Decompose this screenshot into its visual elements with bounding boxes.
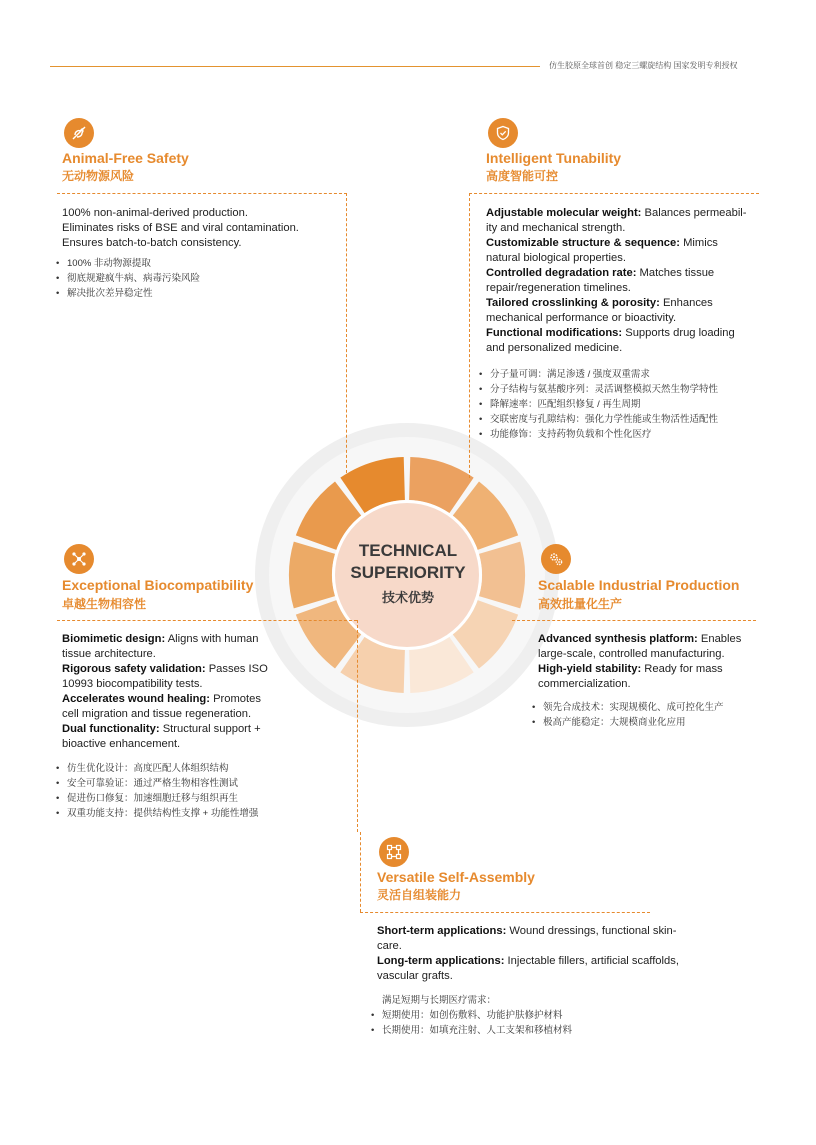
animal-free-bullets (55, 256, 200, 301)
center-title-line1: TECHNICAL (358, 541, 458, 560)
tunability-title: Intelligent Tunability (486, 150, 622, 166)
section-divider (57, 620, 357, 621)
tunability-body (486, 206, 762, 356)
item-text: Mimics (683, 237, 718, 249)
list-item: • 极高产能稳定：大规模商业化应用 (531, 715, 724, 730)
list-intro: 满足短期与长期医疗需求： (382, 995, 497, 1006)
tunability-title-cn: 高度智能可控 (486, 169, 559, 183)
body-line: Eliminates risks of BSE and viral contamination. (62, 222, 299, 234)
body-line: 100% non-animal-derived production. (62, 207, 248, 219)
item-text: ity and mechanical strength. (486, 222, 626, 234)
gears-icon (541, 544, 571, 574)
molecule-icon (64, 544, 94, 574)
item-label: High-yield stability: (538, 663, 642, 675)
list-item: • 彻底规避疯牛病、病毒污染风险 (55, 271, 200, 286)
industrial-title: Scalable Industrial Production (538, 577, 740, 593)
connector-line (360, 832, 361, 912)
list-item: • 长期使用：如填充注射、人工支架和移植材料 (370, 1023, 572, 1038)
animal-free-title: Animal-Free Safety (62, 150, 189, 166)
item-label: Tailored crosslinking & porosity: (486, 297, 660, 309)
item-text: Injectable fillers, artificial scaffolds, (507, 955, 679, 967)
list-item: • 双重功能支持：提供结构性支撑 + 功能性增强 (55, 806, 258, 821)
self-assembly-title: Versatile Self-Assembly (377, 869, 535, 885)
biocompatibility-title-cn: 卓越生物相容性 (62, 597, 147, 611)
list-item: • 功能修饰：支持药物负载和个性化医疗 (478, 427, 718, 442)
list-item: • 仿生优化设计：高度匹配人体组织结构 (55, 761, 258, 776)
item-label: Dual functionality: (62, 723, 160, 735)
item-text: large-scale, controlled manufacturing. (538, 648, 725, 660)
item-text: repair/regeneration timelines. (486, 282, 631, 294)
section-divider (512, 620, 756, 621)
header-text: 仿生胶原全球首创 稳定三螺旋结构 国家发明专利授权 (549, 61, 738, 70)
connector-line (469, 193, 470, 478)
self-assembly-title-cn: 灵活自组装能力 (377, 888, 462, 902)
body-line: Ensures batch-to-batch consistency. (62, 237, 242, 249)
header-rule (50, 66, 540, 67)
industrial-body (538, 632, 764, 692)
list-item: • 短期使用：如创伤敷料、功能护肤修护材料 (370, 1008, 572, 1023)
item-label: Advanced synthesis platform: (538, 633, 698, 645)
list-item: • 交联密度与孔隙结构：强化力学性能或生物活性适配性 (478, 412, 718, 427)
section-divider (469, 193, 759, 194)
list-item: • 安全可靠验证：通过严格生物相容性测试 (55, 776, 258, 791)
animal-free-body (62, 206, 332, 251)
item-label: Short-term applications: (377, 925, 507, 937)
item-label: Biomimetic design: (62, 633, 166, 645)
tunability-bullets (478, 367, 718, 442)
item-label: Accelerates wound healing: (62, 693, 210, 705)
biocompatibility-title: Exceptional Biocompatibility (62, 577, 254, 593)
item-label: Long-term applications: (377, 955, 505, 967)
item-text: Enables (700, 633, 742, 645)
center-title-cn: 技术优势 (381, 590, 434, 605)
section-divider (57, 193, 347, 194)
item-text: Matches tissue (639, 267, 715, 279)
item-text: Balances permeabil- (644, 207, 747, 219)
self-assembly-bullets (370, 993, 572, 1038)
network-nodes-icon (379, 837, 409, 867)
item-text: Enhances (662, 297, 713, 309)
item-text: Passes ISO (208, 663, 268, 675)
item-text: bioactive enhancement. (62, 738, 181, 750)
item-text: mechanical performance or bioactivity. (486, 312, 677, 324)
connector-line (346, 193, 347, 478)
center-title-line2: SUPERIORITY (350, 563, 466, 582)
biocompatibility-body (62, 632, 298, 752)
section-divider (360, 912, 650, 913)
item-label: Customizable structure & sequence: (486, 237, 680, 249)
shield-check-icon (488, 118, 518, 148)
item-text: Ready for mass (644, 663, 723, 675)
item-text: vascular grafts. (377, 970, 453, 982)
item-text: Structural support + (162, 723, 261, 735)
biocompatibility-bullets (55, 761, 258, 821)
item-label: Adjustable molecular weight: (486, 207, 642, 219)
item-text: tissue architecture. (62, 648, 156, 660)
item-text: Supports drug loading (625, 327, 735, 339)
list-item: • 分子量可调：满足渗透 / 强度双重需求 (478, 367, 718, 382)
item-label: Functional modifications: (486, 327, 623, 339)
item-text: commercialization. (538, 678, 631, 690)
industrial-bullets (531, 700, 724, 730)
item-text: natural biological properties. (486, 252, 626, 264)
list-item: • 降解速率：匹配组织修复 / 再生周期 (478, 397, 718, 412)
item-text: Promotes (213, 693, 261, 705)
no-animal-icon (64, 118, 94, 148)
list-item: • 分子结构与氨基酸序列：灵活调整模拟天然生物学特性 (478, 382, 718, 397)
self-assembly-body (377, 924, 717, 984)
item-text: cell migration and tissue regeneration. (62, 708, 252, 720)
list-item: • 100% 非动物源提取 (55, 256, 200, 271)
connector-line (357, 620, 358, 832)
item-label: Rigorous safety validation: (62, 663, 206, 675)
item-text: 10993 biocompatibility tests. (62, 678, 203, 690)
item-text: Aligns with human (167, 633, 259, 645)
item-text: Wound dressings, functional skin- (509, 925, 677, 937)
industrial-title-cn: 高效批量化生产 (538, 597, 623, 611)
item-text: care. (377, 940, 402, 952)
list-item: • 解决批次差异稳定性 (55, 286, 200, 301)
list-item: • 领先合成技术：实现规模化、成可控化生产 (531, 700, 724, 715)
list-item: • 促进伤口修复：加速细胞迁移与组织再生 (55, 791, 258, 806)
item-label: Controlled degradation rate: (486, 267, 637, 279)
item-text: and personalized medicine. (486, 342, 623, 354)
animal-free-title-cn: 无动物源风险 (62, 169, 135, 183)
